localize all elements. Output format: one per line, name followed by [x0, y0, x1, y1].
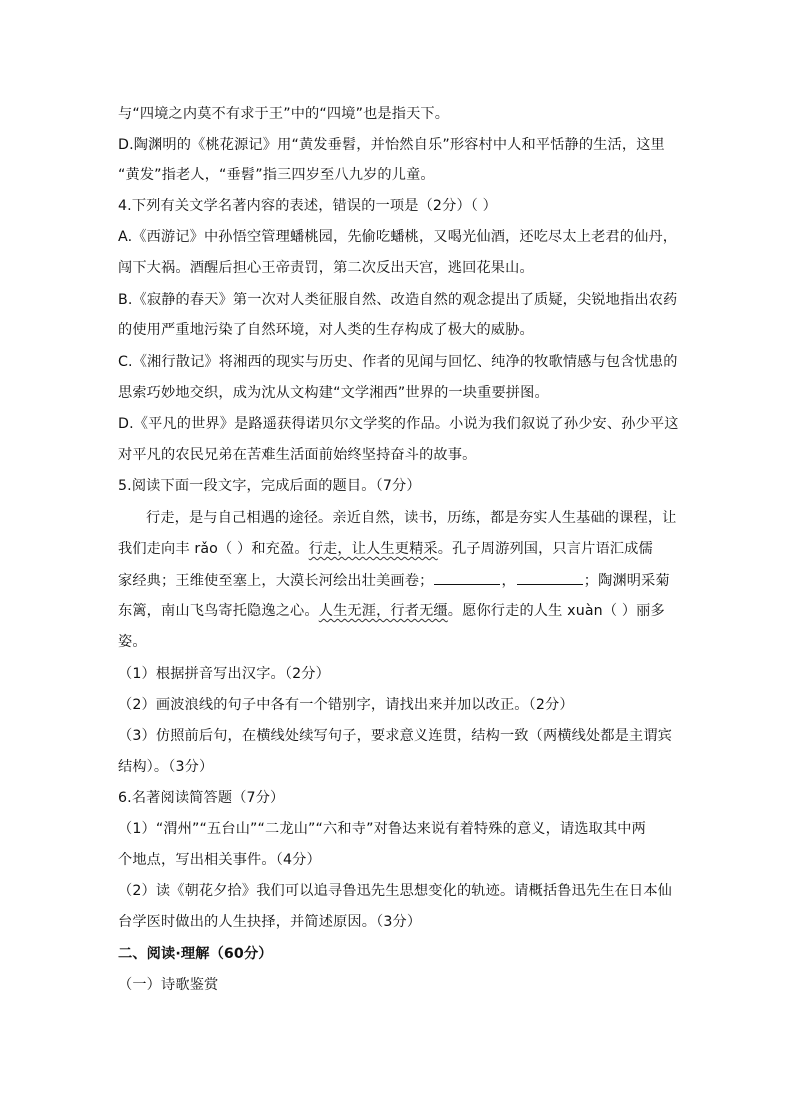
option-c-text: C.《湘行散记》将湘西的现实与历史、作者的见闻与回忆、纯净的牧歌情感与包含忧患的	[118, 354, 678, 370]
passage-line	[118, 601, 665, 621]
text-line: 闯下大祸。酒醒后担心王帝责罚，第二次反出天宫，逃回花果山。	[118, 260, 534, 276]
text-line: “黄发”指老人，“垂髫”指三四岁至八九岁的儿童。	[118, 167, 435, 183]
option-b-text: B.《寂静的春天》第一次对人类征服自然、改造自然的观念提出了质疑，尖锐地指出农药	[118, 292, 678, 308]
passage-text: 东篱，南山飞鸟寄托隐逸之心。	[118, 603, 319, 619]
passage-line: 行走，是与自己相遇的途径。亲近自然，读书，历练，都是夯实人生基础的课程，让	[146, 510, 677, 526]
wavy-underlined-sentence: 人生无涯，行者无缰	[318, 603, 448, 619]
option-d-text: D.陶渊明的《桃花源记》用“黄发垂髫，并怡然自乐”形容村中人和平恬静的生活，这里	[118, 137, 665, 153]
option-a-text: A.《西游记》中孙悟空管理蟠桃园，先偷吃蟠桃，又喝光仙酒，还吃尽太上老君的仙丹，	[118, 229, 678, 245]
text-line: 思索巧妙地交织，成为沈从文构建“文学湘西”世界的一块重要拼图。	[118, 385, 549, 401]
passage-text: 我们走向丰 rǎo（ ）和充盈。	[118, 541, 309, 557]
fill-blank-1	[434, 570, 500, 585]
fill-blank-2	[517, 570, 583, 585]
subsection-heading: （一）诗歌鉴赏	[118, 977, 219, 993]
text-line: 台学医时做出的人生抉择，并简述原因。（3分）	[118, 914, 422, 930]
text-line: 与“四境之内莫不有求于王”中的“四境”也是指天下。	[118, 106, 450, 122]
wavy-underlined-sentence: 行走，让人生更精采	[308, 541, 438, 557]
passage-text: ，	[501, 573, 516, 589]
section-heading: 二、阅读·理解（60分）	[118, 946, 273, 962]
question-4-stem: 4.下列有关文学名著内容的表述，错误的一项是（2分）（ ）	[118, 198, 498, 214]
text-line: 结构）。（3分）	[118, 759, 214, 775]
question-6-stem: 6.名著阅读简答题（7分）	[118, 790, 285, 806]
passage-text: ；陶渊明采菊	[583, 573, 670, 589]
passage-line	[118, 539, 653, 559]
passage-text: 家经典；王维使至塞上，大漠长河绘出壮美画卷；	[118, 573, 434, 589]
passage-line: 姿。	[118, 634, 147, 650]
passage-text: 。孔子周游列国，只言片语汇成儒	[437, 541, 653, 557]
passage-text: 。愿你行走的人生 xuàn（ ）丽多	[447, 603, 665, 619]
question-5-stem: 5.阅读下面一段文字，完成后面的题目。（7分）	[118, 478, 421, 494]
option-d-text: D.《平凡的世界》是路遥获得诺贝尔文学奖的作品。小说为我们叙说了孙少安、孙少平这	[118, 416, 679, 432]
passage-line	[118, 570, 670, 591]
text-line: 个地点，写出相关事件。（4分）	[118, 852, 321, 868]
text-line: 的使用严重地污染了自然环境，对人类的生存构成了极大的威胁。	[118, 322, 534, 338]
sub-question-2: （2）读《朝花夕拾》我们可以追寻鲁迅先生思想变化的轨迹。请概括鲁迅先生在日本仙	[118, 883, 673, 899]
sub-question-1: （1）“渭州”“五台山”“二龙山”“六和寺”对鲁达来说有着特殊的意义，请选取其中两	[118, 821, 646, 837]
sub-question-1: （1）根据拼音写出汉字。（2分）	[118, 666, 330, 682]
sub-question-2: （2）画波浪线的句子中各有一个错别字，请找出来并加以改正。（2分）	[118, 697, 574, 713]
sub-question-3: （3）仿照前后句，在横线处续写句子，要求意义连贯，结构一致（两横线处都是主谓宾	[118, 728, 673, 744]
text-line: 对平凡的农民兄弟在苦难生活面前始终坚持奋斗的故事。	[118, 447, 477, 463]
